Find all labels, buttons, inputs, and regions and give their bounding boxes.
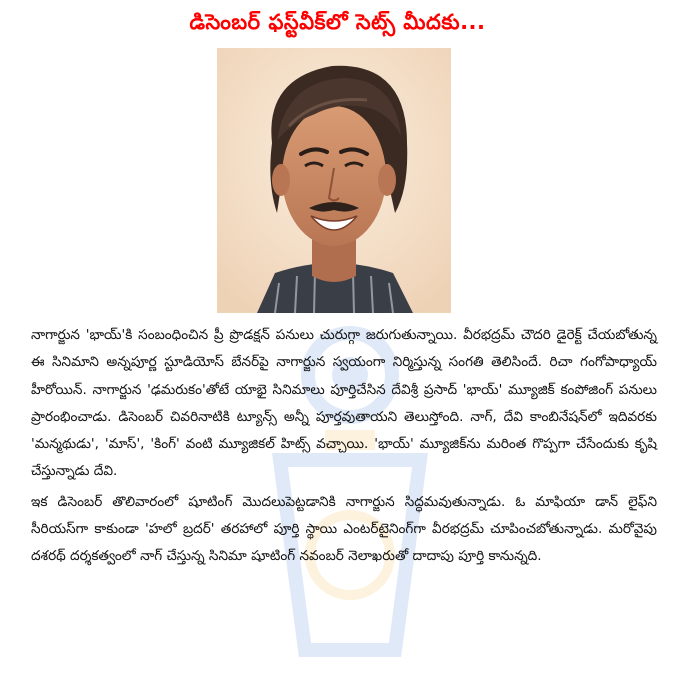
article-paragraph: ఇక డిసెంబర్ తొలివారంలో షూటింగ్ మొదలుపెట్టడానికి నాగార్జున సిద్ధమవుతున్నాడు. ఓ మాఫియా డాన్ లైఫ్‌ని సీరియస్‌గా కాకుండా 'హలో బ్రదర్' తరహాలో పూర్తి స్థాయి ఎంటర్‌టైనింగ్‌గా వీరభద్రమ్ చూపించబోతున్నాడు. మరోవైపు దశరథ్ దర్శకత్వంలో నాగ్ చేస్తున్న సినిమా షూటింగ్ నవంబర్ నెలాఖరుతో దాదాపు పూర్తి కానున్నది. [31,493,657,565]
article-headline: డిసెంబర్ ఫస్ట్‌వీక్‌లో సెట్స్ మీదకు... [189,10,486,34]
article-paragraph: నాగార్జున 'భాయ్'కి సంబంధించిన ప్రీ ప్రొడక్షన్ పనులు చురుగ్గా జరుగుతున్నాయి. వీరభద్రమ్ చౌదరి డైరెక్ట్ చేయబోతున్న ఈ సినిమాని అన్నపూర్ణ స్టూడియోస్ బేనర్‌పై నాగార్జున స్వయంగా నిర్మిస్తున్న సంగతి తెలిసిందే. రిచా గంగోపాధ్యాయ్ హీరోయిన్. నాగార్జున 'ఢమరుకం'తోటే యాభై సినిమాలు పూర్తిచేసిన దేవిశ్రీ ప్రసాద్ 'భాయ్' మ్యూజిక్ కంపోజింగ్ పనులు ప్రారంభించాడు. డిసెంబర్ చివరినాటికి ట్యూన్స్ అన్నీ పూర్తవుతాయని తెలుస్తోంది. నాగ్, దేవి కాంబినేషన్‌లో ఇదివరకు 'మన్మథుడు', 'మాస్', 'కింగ్' వంటి మ్యూజికల్ హిట్స్ వచ్చాయి. 'భాయ్' మ్యూజిక్‌ను మరింత గొప్పగా చేసేందుకు కృషి చేస్తున్నాడు దేవి. [31,327,657,480]
portrait-photo [217,48,451,313]
portrait-illustration [217,48,451,313]
article-body [31,322,657,571]
